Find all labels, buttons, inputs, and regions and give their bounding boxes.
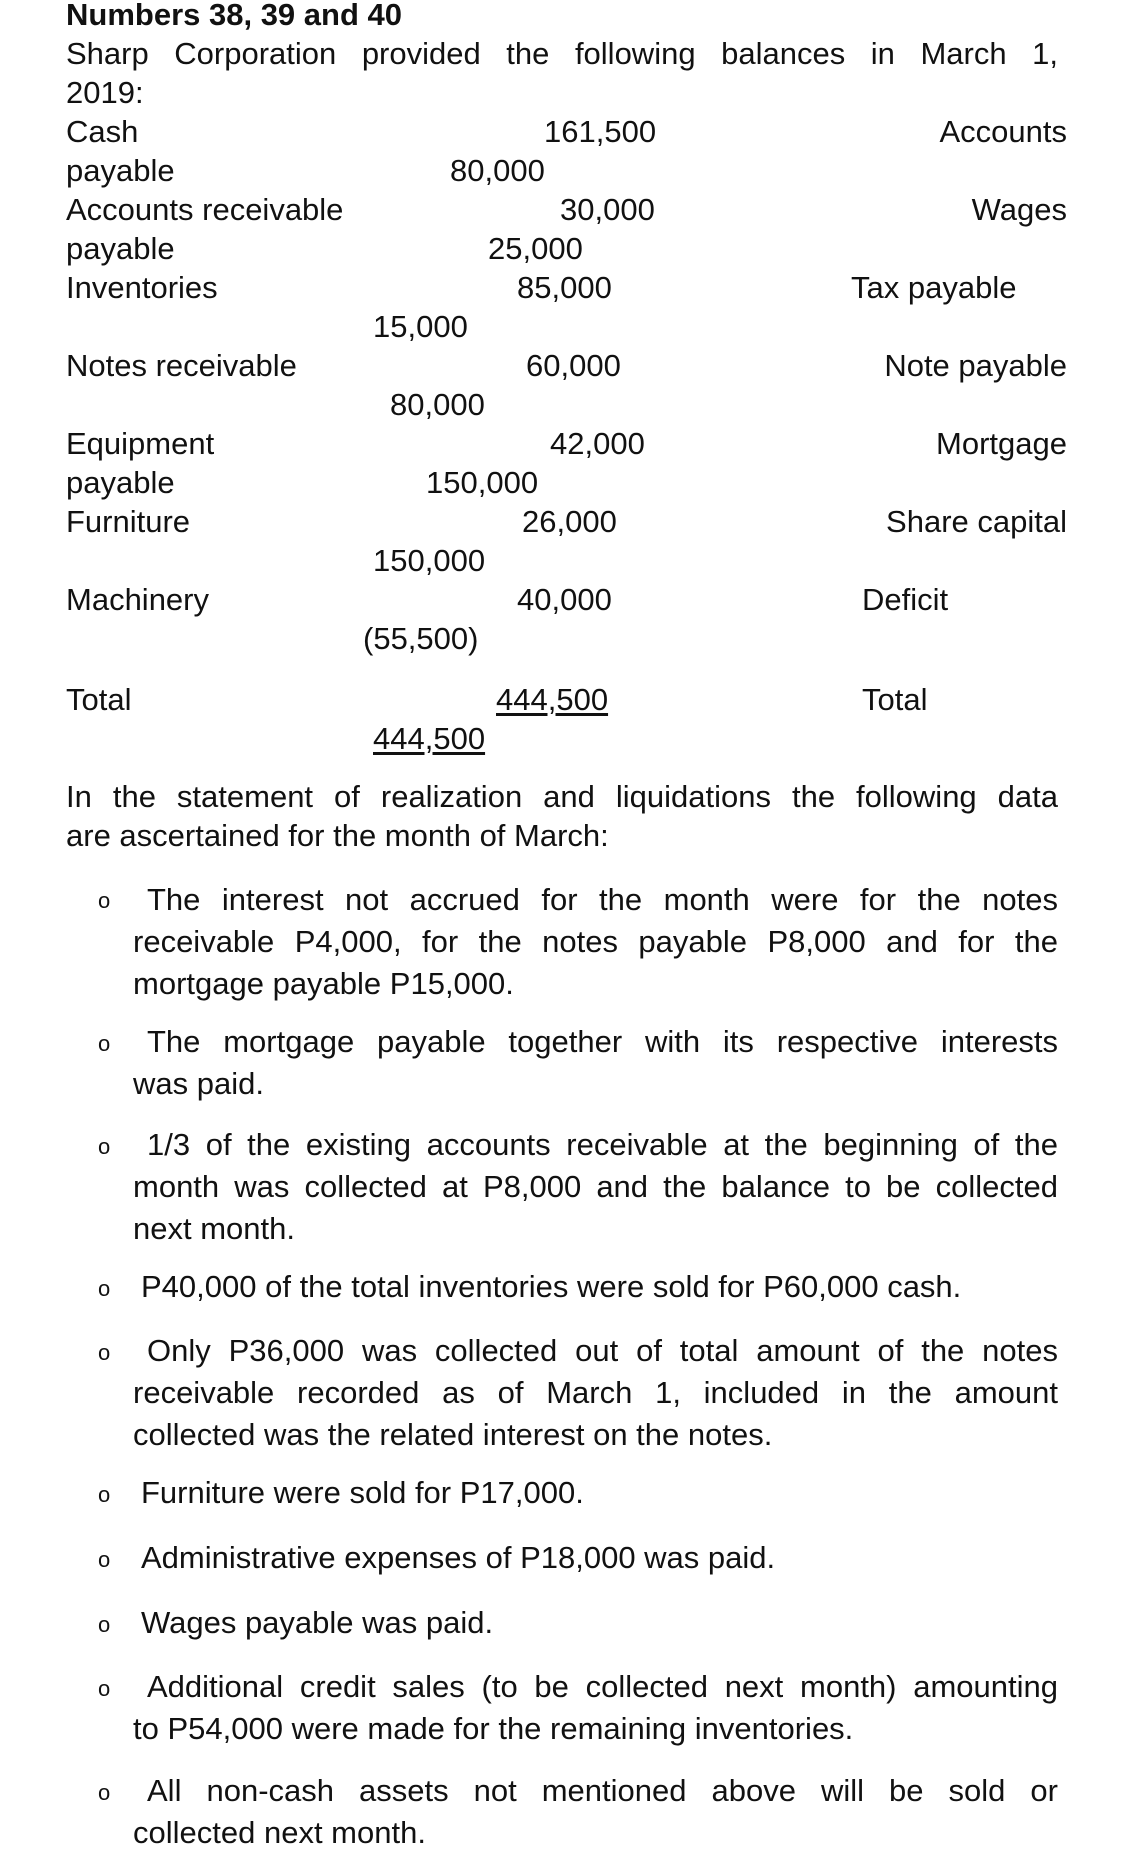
mortgage-label: Mortgage (936, 426, 1067, 461)
intro-line: 2019: (66, 75, 144, 110)
equipment-value: 42,000 (550, 426, 645, 461)
payable-label: payable (66, 231, 175, 266)
list-item: Furniture were sold for P17,000. (141, 1475, 584, 1510)
list-item: 1/3 of the existing accounts receivable at the beginning of the month was collected at P8,000 and the balance to be collected next month. (133, 1127, 1058, 1246)
payable-label: payable (66, 153, 175, 188)
total-liabilities-value: 444,500 (373, 721, 486, 756)
total-assets-label: Total (66, 682, 132, 717)
bullet-icon: o (98, 1780, 111, 1805)
deficit-label: Deficit (862, 582, 949, 617)
statement-line: In the statement of realization and liquidations the following data (66, 779, 1058, 814)
accounts-label: Accounts (939, 114, 1067, 149)
equipment-label: Equipment (66, 426, 215, 461)
inventories-label: Inventories (66, 270, 218, 305)
bullet-icon: o (98, 1676, 111, 1701)
tax-payable-value: 15,000 (373, 309, 468, 344)
bullet-icon: o (98, 1482, 111, 1507)
bullet-icon: o (98, 1276, 111, 1301)
share-capital-label: Share capital (886, 504, 1067, 539)
bullet-icon: o (98, 1134, 111, 1159)
bullet-icon: o (98, 888, 111, 913)
mortgage-payable-value: 150,000 (426, 465, 539, 500)
list-item: The mortgage payable together with its respective interests was paid. (133, 1024, 1058, 1101)
cash-label: Cash (66, 114, 139, 149)
note-payable-value: 80,000 (390, 387, 485, 422)
wages-label: Wages (971, 192, 1067, 227)
tax-payable-label: Tax payable (851, 270, 1017, 305)
wages-payable-value: 25,000 (488, 231, 583, 266)
bullet-icon: o (98, 1612, 111, 1637)
payable-label: payable (66, 465, 175, 500)
bullet-icon: o (98, 1547, 111, 1572)
notes-receivable-value: 60,000 (526, 348, 621, 383)
list-item: P40,000 of the total inventories were sold for P60,000 cash. (141, 1269, 962, 1304)
notes-receivable-label: Notes receivable (66, 348, 297, 383)
cash-value: 161,500 (544, 114, 657, 149)
intro-line: Sharp Corporation provided the following balances in March 1, (66, 36, 1058, 71)
accounts-receivable-label: Accounts receivable (66, 192, 344, 227)
statement-line: are ascertained for the month of March: (66, 818, 609, 853)
machinery-value: 40,000 (517, 582, 612, 617)
machinery-label: Machinery (66, 582, 209, 617)
statement-paragraph (66, 777, 1058, 855)
list-item: All non-cash assets not mentioned above will be sold or collected next month. (133, 1773, 1058, 1850)
list-item: Additional credit sales (to be collected next month) amounting to P54,000 were made for the remaining inventories. (133, 1669, 1058, 1746)
list-item: Wages payable was paid. (141, 1605, 494, 1640)
list-item: The interest not accrued for the month were for the notes receivable P4,000, for the notes payable P8,000 and for the mortgage payable P15,000. (133, 882, 1058, 1001)
note-payable-label: Note payable (884, 348, 1067, 383)
deficit-value: (55,500) (363, 621, 479, 656)
accounts-payable-value: 80,000 (450, 153, 545, 188)
list-item: Only P36,000 was collected out of total amount of the notes receivable recorded as of March 1, included in the amount collected was the related interest on the notes. (133, 1333, 1058, 1452)
bullet-icon: o (98, 1031, 111, 1056)
total-liabilities-label: Total (862, 682, 928, 717)
inventories-value: 85,000 (517, 270, 612, 305)
furniture-label: Furniture (66, 504, 191, 539)
intro-paragraph (66, 34, 1058, 112)
bullet-icon: o (98, 1340, 111, 1365)
furniture-value: 26,000 (522, 504, 617, 539)
accounts-receivable-value: 30,000 (560, 192, 655, 227)
list-item: Administrative expenses of P18,000 was paid. (141, 1540, 776, 1575)
share-capital-value: 150,000 (373, 543, 486, 578)
total-assets-value: 444,500 (496, 682, 609, 717)
page-title: Numbers 38, 39 and 40 (66, 0, 402, 32)
